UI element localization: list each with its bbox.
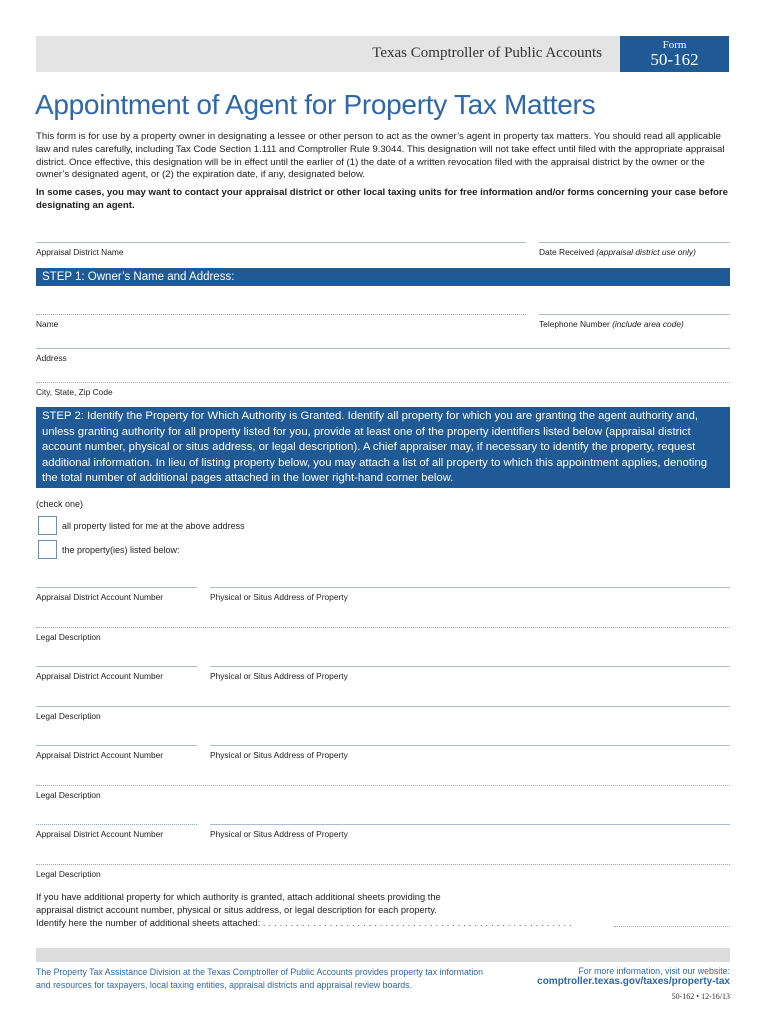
all-property-label: all property listed for me at the above address xyxy=(62,521,245,531)
additional-sheets-line3: Identify here the number of additional sheets attached: . . . . . . . . . . . . . . . . . . . . . . . . . . . . . . . . . . . . . . . . . . . . . . . . . . . . . . . . xyxy=(36,918,572,928)
situs-address-field[interactable] xyxy=(210,587,730,588)
account-number-label: Appraisal District Account Number xyxy=(36,592,164,602)
step1-heading: STEP 1: Owner’s Name and Address: xyxy=(36,268,730,286)
account-number-label: Appraisal District Account Number xyxy=(36,829,164,839)
city-state-zip-label: City, State, Zip Code xyxy=(36,387,113,397)
situs-address-label: Physical or Situs Address of Property xyxy=(210,829,348,839)
legal-description-field[interactable] xyxy=(36,706,730,707)
account-number-label: Appraisal District Account Number xyxy=(36,671,164,681)
account-number-field[interactable] xyxy=(36,745,197,746)
intro-paragraph: This form is for use by a property owner in designating a lessee or other person to act as the owner’s agent in property tax matters. You should read all applicable law and rules carefully, including Tax Code Section 1.111 and Comptroller Rule 9.3044. This designation will not take effect until filed with the appropriate appraisal district. Once effective, this designation will be in effect until the earlier of (1) the date of a written revocation filed with the appraisal district by the owner or the owner’s designated agent, or (2) the expiration date, if any, designated below. xyxy=(36,131,725,181)
agency-name: Texas Comptroller of Public Accounts xyxy=(372,45,602,61)
step2-heading: STEP 2: Identify the Property for Which Authority is Granted. Identify all property for which you are granting the agent authority and, unless granting authority for all property listed for you, provide at least one of the property identifiers listed below (appraisal district account number, physical or situs address, or legal description). A chief appraiser may, if necessary to identify the property, request additional information. In lieu of listing property below, you may attach a list of all property to which this appointment applies, denoting the total number of additional pages attached in the lower right-hand corner below. xyxy=(36,407,730,488)
legal-description-label: Legal Description xyxy=(36,869,101,879)
form-number: 50-162 xyxy=(650,50,699,69)
situs-address-label: Physical or Situs Address of Property xyxy=(210,592,348,602)
appraisal-district-name-field[interactable] xyxy=(36,242,526,243)
date-received-label: Date Received (appraisal district use only) xyxy=(539,247,696,257)
form-code: 50-162 • 12-16/13 xyxy=(671,992,730,1001)
legal-description-label: Legal Description xyxy=(36,711,101,721)
telephone-label: Telephone Number (include area code) xyxy=(539,319,684,329)
listed-property-checkbox[interactable] xyxy=(38,540,57,559)
owner-name-field[interactable] xyxy=(36,314,526,315)
intro-bold-paragraph: In some cases, you may want to contact your appraisal district or other local taxing units for free information and/or forms concerning your case before designating an agent. xyxy=(36,187,728,211)
account-number-field[interactable] xyxy=(36,824,197,825)
footer-rule xyxy=(36,948,730,962)
account-number-field[interactable] xyxy=(36,587,197,588)
footer-website-label: For more information, visit our website: xyxy=(578,966,730,976)
form-label: Form xyxy=(662,39,687,51)
address-field[interactable] xyxy=(36,348,730,349)
owner-name-label: Name xyxy=(36,319,59,329)
legal-description-field[interactable] xyxy=(36,785,730,786)
footer-description: The Property Tax Assistance Division at the Texas Comptroller of Public Accounts provides property tax information and resources for taxpayers, local taxing entities, appraisal districts and appraisal review boards. xyxy=(36,967,484,990)
city-state-zip-field[interactable] xyxy=(36,382,730,383)
account-number-label: Appraisal District Account Number xyxy=(36,750,164,760)
listed-property-label: the property(ies) listed below: xyxy=(62,545,180,555)
situs-address-label: Physical or Situs Address of Property xyxy=(210,671,348,681)
situs-address-field[interactable] xyxy=(210,824,730,825)
situs-address-field[interactable] xyxy=(210,666,730,667)
header-band xyxy=(36,36,620,72)
legal-description-label: Legal Description xyxy=(36,790,101,800)
page-title: Appointment of Agent for Property Tax Matters xyxy=(35,89,596,120)
date-received-field[interactable] xyxy=(539,242,730,243)
legal-description-label: Legal Description xyxy=(36,632,101,642)
footer-url-link[interactable]: comptroller.texas.gov/taxes/property-tax xyxy=(537,976,730,987)
check-one-label: (check one) xyxy=(36,499,84,509)
additional-sheets-count-field[interactable] xyxy=(614,926,730,927)
legal-description-field[interactable] xyxy=(36,864,730,865)
legal-description-field[interactable] xyxy=(36,627,730,628)
situs-address-label: Physical or Situs Address of Property xyxy=(210,750,348,760)
appraisal-district-name-label: Appraisal District Name xyxy=(36,247,124,257)
telephone-field[interactable] xyxy=(539,314,730,315)
additional-sheets-line1: If you have additional property for which authority is granted, attach additional sheets providing the xyxy=(36,892,441,902)
form-number-box xyxy=(620,36,729,72)
address-label: Address xyxy=(36,353,67,363)
footer-website xyxy=(537,966,730,987)
additional-sheets-line2: appraisal district account number, physical or situs address, or legal description for each property. xyxy=(36,905,437,915)
situs-address-field[interactable] xyxy=(210,745,730,746)
all-property-checkbox[interactable] xyxy=(38,516,57,535)
account-number-field[interactable] xyxy=(36,666,197,667)
